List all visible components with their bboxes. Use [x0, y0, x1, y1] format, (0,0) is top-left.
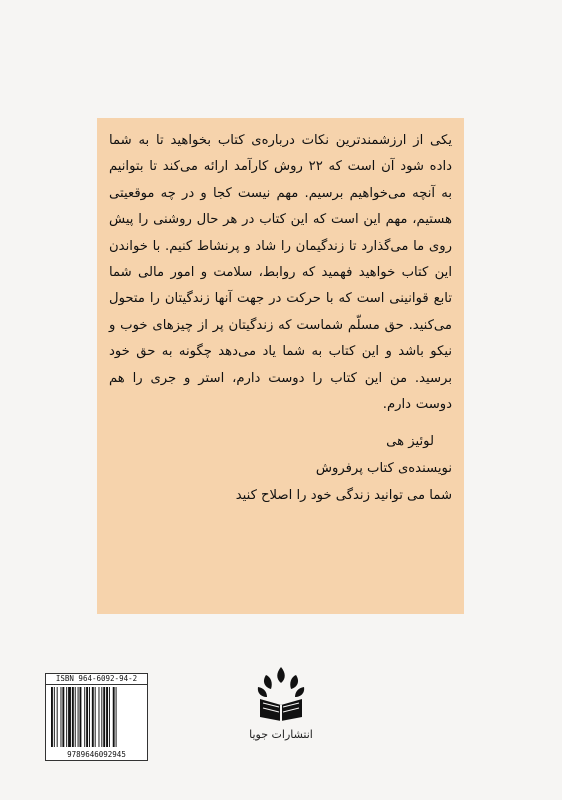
isbn-label: ISBN 964-6092-94-2: [46, 674, 147, 685]
barcode-bar: [113, 687, 115, 747]
barcode-bar: [92, 687, 94, 747]
barcode-bar: [62, 687, 64, 747]
barcode-bar: [106, 687, 108, 747]
endorser-name: لوئیز هی: [386, 434, 434, 450]
barcode-bar: [51, 687, 53, 747]
barcode-bar: [66, 687, 67, 747]
publisher-name: انتشارات جویا: [249, 728, 313, 741]
barcode-bar: [61, 687, 62, 747]
barcode-bar: [57, 687, 58, 747]
barcode-bar: [80, 687, 82, 747]
barcode-bar: [54, 687, 55, 747]
book-stack-logo-icon: [254, 665, 308, 721]
barcode-bar: [89, 687, 90, 747]
barcode-bar: [109, 687, 110, 747]
endorsement-signature: [109, 428, 452, 509]
barcode-bar: [103, 687, 105, 747]
endorser-credit-line-2: شما می توانید زندگی خود را اصلاح کنید: [235, 488, 452, 504]
barcode-bar: [78, 687, 79, 747]
barcode-bar: [95, 687, 96, 747]
barcode-bar: [84, 687, 85, 747]
barcode-bar: [99, 687, 100, 747]
barcode-bar: [72, 687, 74, 747]
barcode-bar: [75, 687, 76, 747]
barcode-bars: [50, 687, 143, 747]
blurb-box: [97, 118, 464, 614]
barcode-bar: [86, 687, 88, 747]
barcode-bar: [101, 687, 102, 747]
barcode-bar: [116, 687, 117, 747]
endorser-credit-line-1: نویسنده‌ی کتاب پرفروش: [315, 461, 452, 477]
isbn-barcode: [45, 673, 148, 761]
barcode-bar: [68, 687, 71, 747]
barcode-number: 9789646092945: [67, 750, 126, 759]
blurb-paragraph: یکی از ارزشمندترین نکات درباره‌ی کتاب بخواهید تا به شما داده شود آن است که ۲۲ روش کارآمد ارائه می‌کند تا بتوانیم به آنچه می‌خواهیم برسیم. مهم نیست کجا و در چه موقعیتی هستیم، مهم این است که این کتاب در هر حال روشنی را پیش روی ما می‌گذارد تا زندگیمان را شاد و پرنشاط کنیم. با خواندن این کتاب خواهید فهمید که روابط، سلامت و امور مالی شما تابع قوانینی است که با حرکت در جهت آنها زندگیتان را متحول می‌کنید. حق مسلّم شماست که زندگیتان پر از چیزهای خوب و نیکو باشد و این کتاب به شما یاد می‌دهد چگونه به حق خود برسید. من این کتاب را دوست دارم، استر و جری را هم دوست دارم.: [109, 133, 453, 413]
